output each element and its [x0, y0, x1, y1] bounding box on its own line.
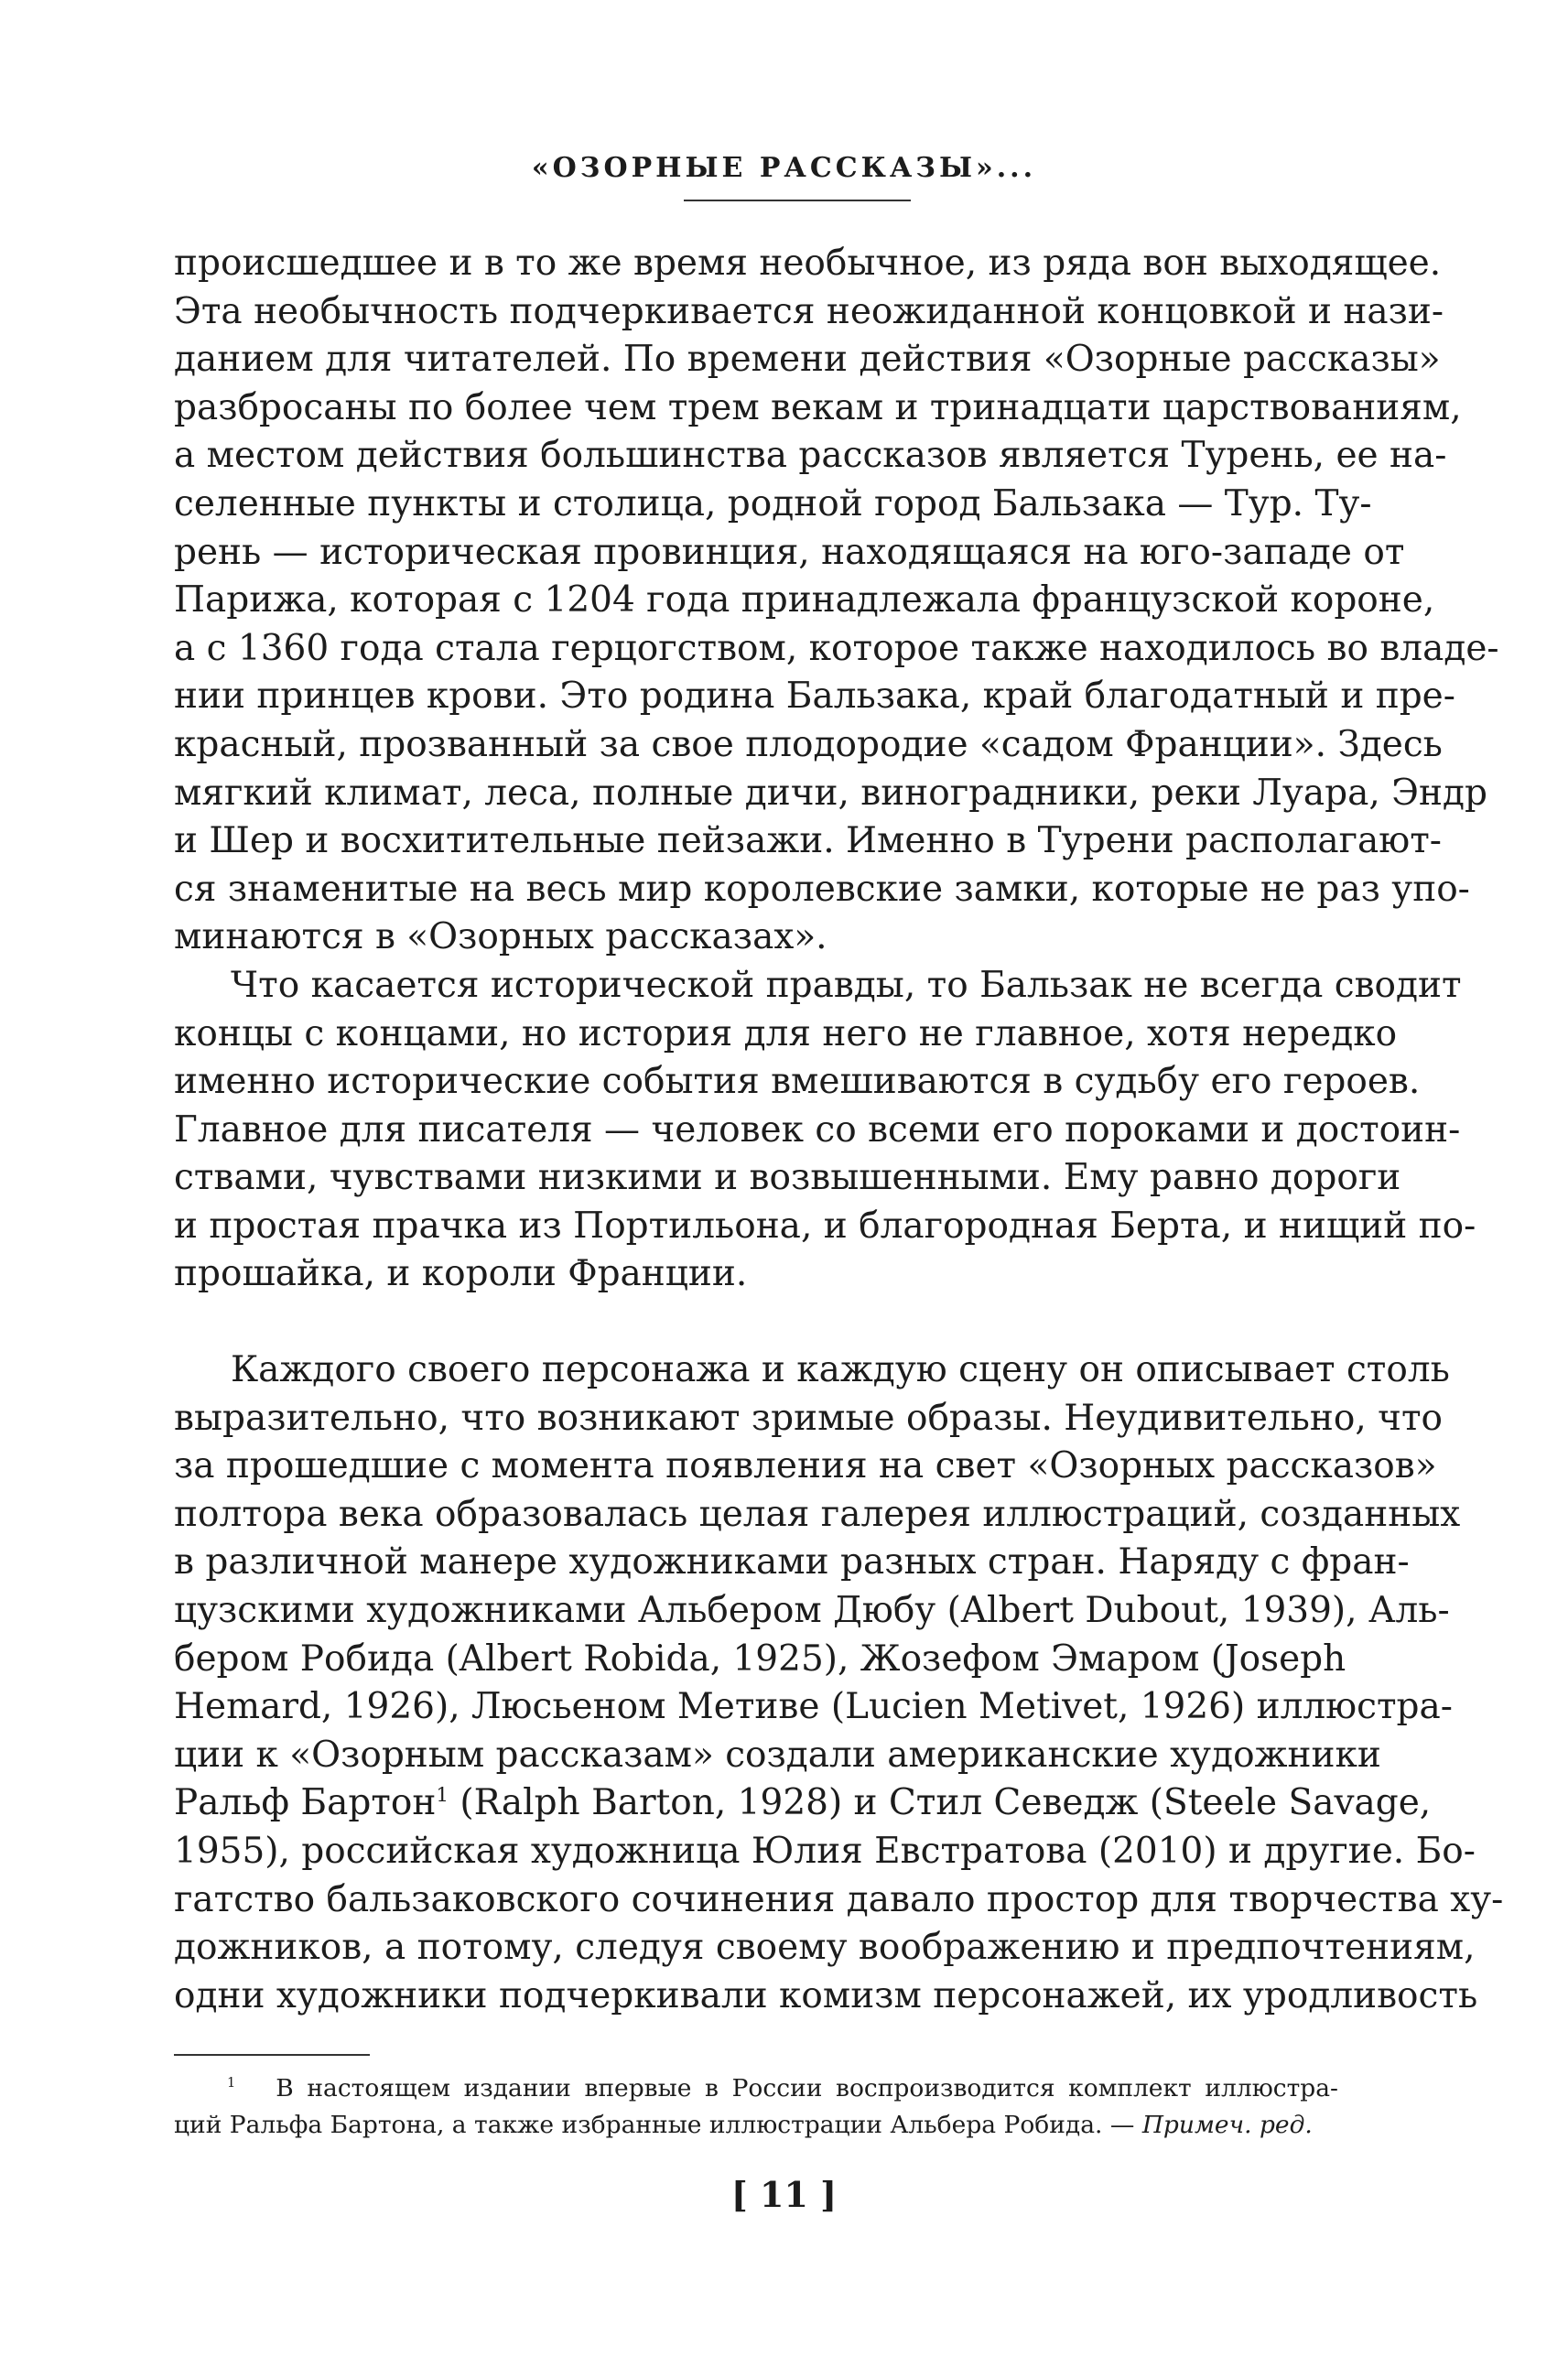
text-line: дожников, а потому, следуя своему воображению и предпочтениям,: [174, 1927, 1476, 1969]
text-line: в различной манере художниками разных стран. Наряду с фран-: [174, 1541, 1410, 1584]
text-line: Что касается исторической правды, то Бальзак не всегда сводит: [231, 964, 1462, 1006]
text-line: и Шер и восхитительные пейзажи. Именно в Турени располагают-: [174, 820, 1442, 862]
footnote-line: [174, 2070, 1338, 2107]
running-title: «ОЗОРНЫЕ РАССКАЗЫ»...: [531, 152, 1037, 184]
text-line: Парижа, которая с 1204 года принадлежала французской короне,: [174, 579, 1435, 622]
text-line: рень — историческая провинция, находящаяся на юго-западе от: [174, 531, 1405, 573]
text-line: концы с концами, но история для него не главное, хотя нередко: [174, 1012, 1398, 1054]
text-line: а с 1360 года стала герцогством, которое также находилось во владе-: [174, 627, 1499, 669]
text-line: происшедшее и в то же время необычное, из ряда вон выходящее.: [174, 243, 1442, 284]
section-break: [174, 1299, 1338, 1346]
text-line: бером Робида (Albert Robida, 1925), Жозефом Эмаром (Joseph: [174, 1638, 1346, 1680]
text-line: мягкий климат, леса, полные дичи, виноградники, реки Луара, Эндр: [174, 772, 1487, 814]
text-line: и простая прачка из Портильона, и благородная Берта, и нищий по-: [174, 1205, 1476, 1247]
text-line: Hemard, 1926), Люсьеном Метиве (Lucien Metivet, 1926) иллюстра-: [174, 1686, 1453, 1728]
footnote-line: [174, 2107, 1338, 2144]
text-line: именно исторические события вмешиваются в судьбу его героев.: [174, 1061, 1421, 1103]
text-line: селенные пункты и столица, родной город Бальзака — Тур. Ту-: [174, 482, 1372, 524]
text-line: Каждого своего персонажа и каждую сцену он описывает столь: [231, 1349, 1450, 1391]
text-line: 1955), российская художница Юлия Евстратова (2010) и другие. Бо-: [174, 1831, 1476, 1872]
text-line: ции к «Озорным рассказам» создали американские художники: [174, 1734, 1381, 1776]
footnote-reference[interactable]: 1: [436, 1784, 449, 1808]
text-line: а местом действия большинства рассказов является Турень, ее на-: [174, 435, 1447, 477]
footnote-text: В настоящем издании впервые в России воспроизводится комплект иллюстра-: [276, 2074, 1338, 2102]
text-line: Эта необычность подчеркивается неожиданной концовкой и нази-: [174, 290, 1444, 332]
text-line: ствами, чувствами низкими и возвышенными. Ему равно дороги: [174, 1157, 1401, 1199]
text-line: нии принцев крови. Это родина Бальзака, край благодатный и пре-: [174, 676, 1455, 718]
text-line: выразительно, что возникают зримые образы. Неудивительно, что: [174, 1397, 1444, 1439]
text-line-with-footnote-ref: [174, 1779, 1432, 1828]
footnote-marker: 1: [227, 2075, 236, 2092]
text-line: красный, прозванный за свое плодородие «садом Франции». Здесь: [174, 723, 1443, 765]
body-text: [174, 240, 1504, 2020]
text-line: прошайка, и короли Франции.: [174, 1253, 748, 1295]
footnote-text: ций Ральфа Бартона, а также избранные иллюстрации Альбера Робида. —: [174, 2111, 1135, 2139]
text-line: данием для читателей. По времени действия «Озорные рассказы»: [174, 339, 1441, 381]
text-line: минаются в «Озорных рассказах».: [174, 916, 827, 958]
page-number: [ 11 ]: [730, 2174, 838, 2215]
text-line: одни художники подчеркивали комизм персонажей, их уродливость: [174, 1974, 1478, 2016]
editor-note: Примеч. ред.: [1141, 2111, 1313, 2139]
text-line: за прошедшие с момента появления на свет «Озорных рассказов»: [174, 1445, 1437, 1487]
text-line: Главное для писателя — человек со всеми его пороками и достоин-: [174, 1108, 1461, 1151]
text-line: гатство бальзаковского сочинения давало простор для творчества ху-: [174, 1878, 1504, 1920]
footnote: [174, 2070, 1338, 2144]
header-rule: [684, 200, 911, 201]
text-line: цузскими художниками Альбером Дюбу (Albert Dubout, 1939), Аль-: [174, 1590, 1450, 1632]
text-fragment: (Ralph Barton, 1928) и Стил Севедж (Steele Savage,: [449, 1782, 1432, 1824]
text-fragment: Ральф Бартон: [174, 1782, 437, 1824]
text-line: разбросаны по более чем трем векам и тринадцати царствованиям,: [174, 386, 1462, 428]
footnote-rule: [174, 2054, 370, 2056]
text-line: ся знаменитые на весь мир королевские замки, которые не раз упо-: [174, 868, 1470, 910]
text-line: полтора века образовалась целая галерея иллюстраций, созданных: [174, 1493, 1461, 1535]
